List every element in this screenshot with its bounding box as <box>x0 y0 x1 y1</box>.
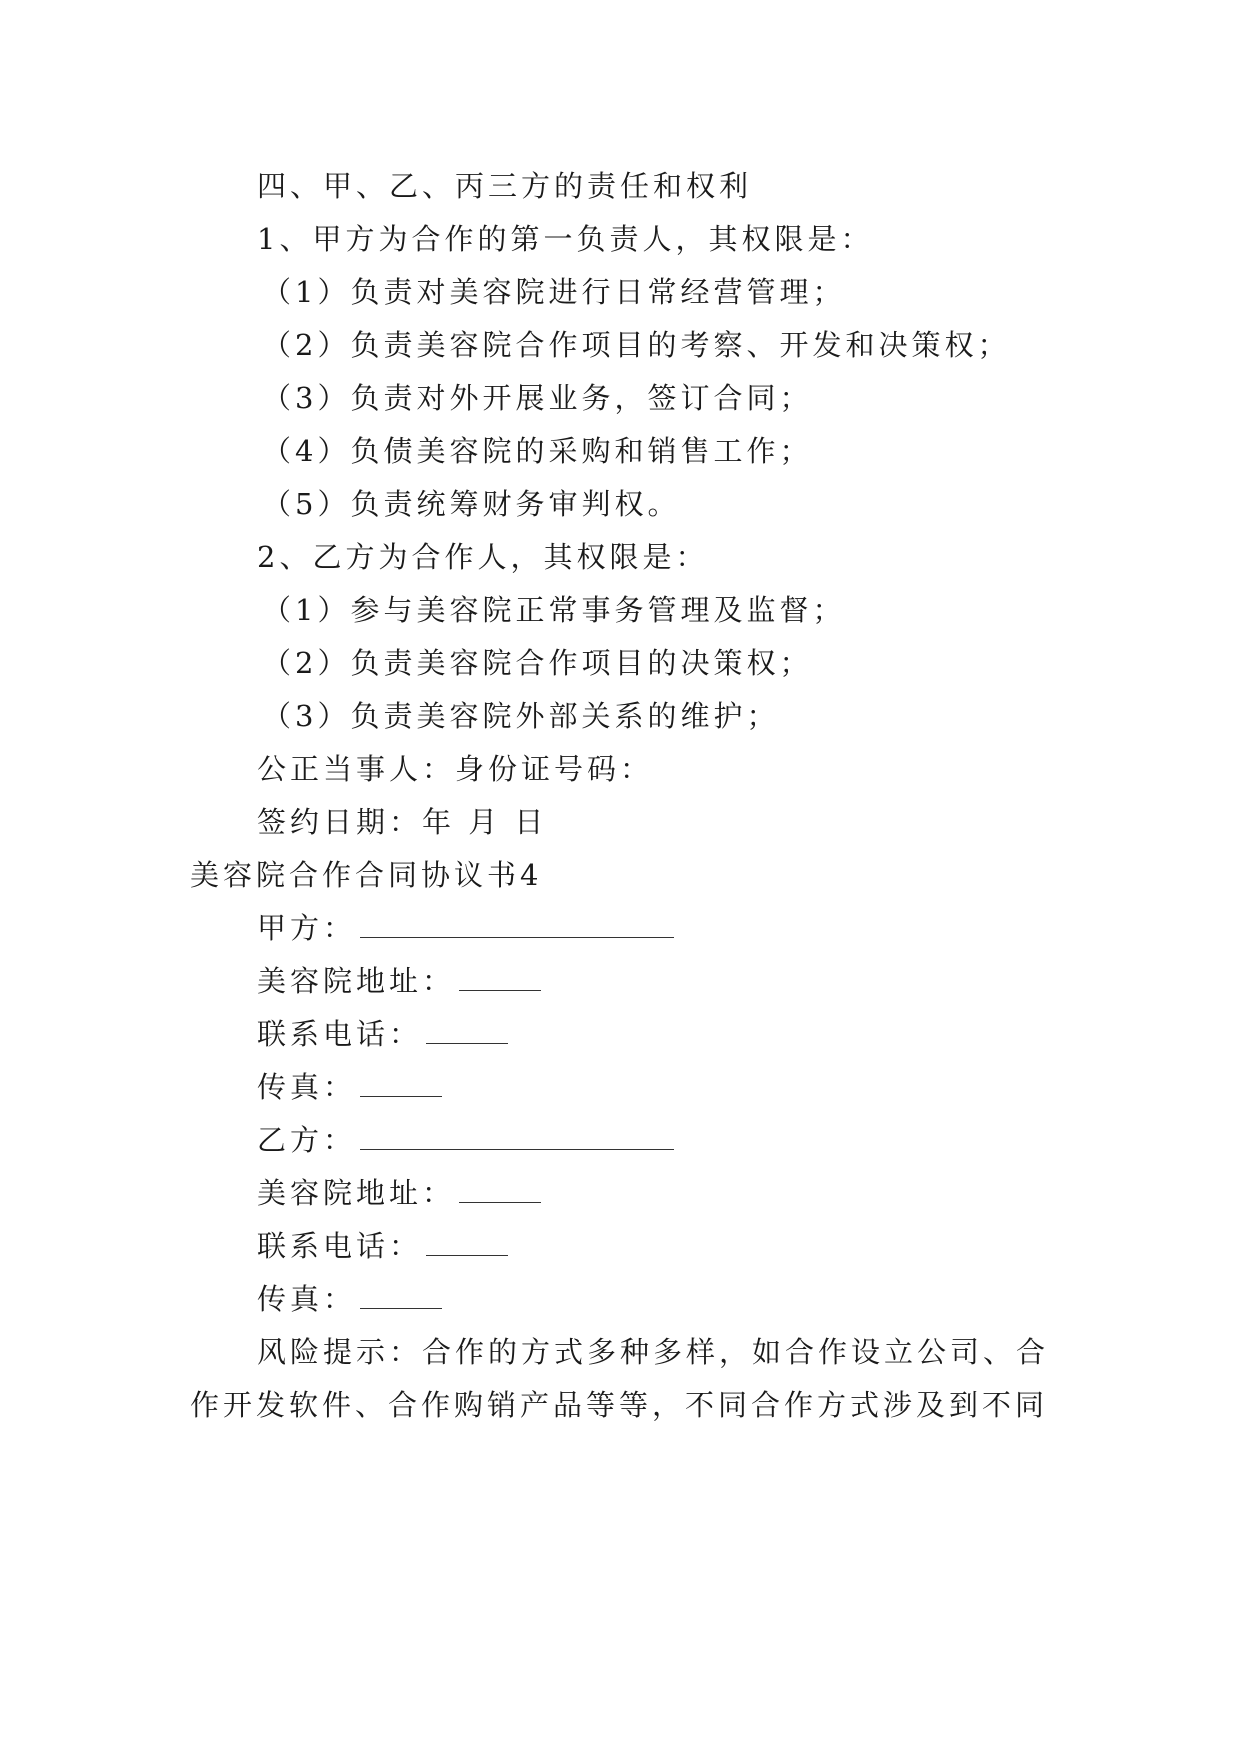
clause-item: （3）负责美容院外部关系的维护； <box>262 699 780 733</box>
party-b-phone-row <box>257 1226 508 1266</box>
party-b-fax-row <box>257 1279 442 1319</box>
party-a-address-blank <box>459 968 541 991</box>
party-b-phone-label: 联系电话： <box>257 1229 423 1263</box>
party-b-fax-label: 传真： <box>257 1282 357 1316</box>
party-a-phone-label: 联系电话： <box>257 1017 423 1051</box>
clause-party-b-heading: 2、乙方为合作人，其权限是： <box>257 540 709 574</box>
risk-notice-line-1: 风险提示：合作的方式多种多样，如合作设立公司、合 <box>257 1335 1050 1369</box>
party-b-fax-blank <box>360 1286 442 1309</box>
party-b-name-row <box>257 1120 674 1160</box>
notary-party-line: 公正当事人：身份证号码： <box>257 752 654 786</box>
risk-notice-line-2: 作开发软件、合作购销产品等等，不同合作方式涉及到不同 <box>190 1388 1049 1422</box>
party-a-name-blank <box>360 915 674 938</box>
party-b-name-label: 乙方： <box>257 1123 357 1157</box>
signing-date-line: 签约日期：年 月 日 <box>257 805 548 839</box>
clause-item: （1）参与美容院正常事务管理及监督； <box>262 593 846 627</box>
clause-item: （2）负责美容院合作项目的决策权； <box>262 646 813 680</box>
party-b-address-row <box>257 1173 541 1213</box>
party-b-phone-blank <box>426 1233 508 1256</box>
clause-item: （4）负债美容院的采购和销售工作； <box>262 434 813 468</box>
contract-title: 美容院合作合同协议书4 <box>190 858 543 892</box>
party-b-address-blank <box>459 1180 541 1203</box>
party-a-phone-row <box>257 1014 508 1054</box>
party-a-address-row <box>257 961 541 1001</box>
party-a-name-row <box>257 908 674 948</box>
party-b-name-blank <box>360 1127 674 1150</box>
party-a-fax-row <box>257 1067 442 1107</box>
party-b-address-label: 美容院地址： <box>257 1176 456 1210</box>
party-a-fax-label: 传真： <box>257 1070 357 1104</box>
clause-item: （5）负责统筹财务审判权。 <box>262 487 681 521</box>
clause-item: （3）负责对外开展业务，签订合同； <box>262 381 813 415</box>
clause-party-a-heading: 1、甲方为合作的第一负责人，其权限是： <box>257 222 874 256</box>
party-a-address-label: 美容院地址： <box>257 964 456 998</box>
clause-item: （1）负责对美容院进行日常经营管理； <box>262 275 846 309</box>
party-a-fax-blank <box>360 1074 442 1097</box>
clause-item: （2）负责美容院合作项目的考察、开发和决策权； <box>262 328 1011 362</box>
section-heading: 四、甲、乙、丙三方的责任和权利 <box>257 169 753 203</box>
party-a-name-label: 甲方： <box>257 911 357 945</box>
party-a-phone-blank <box>426 1021 508 1044</box>
